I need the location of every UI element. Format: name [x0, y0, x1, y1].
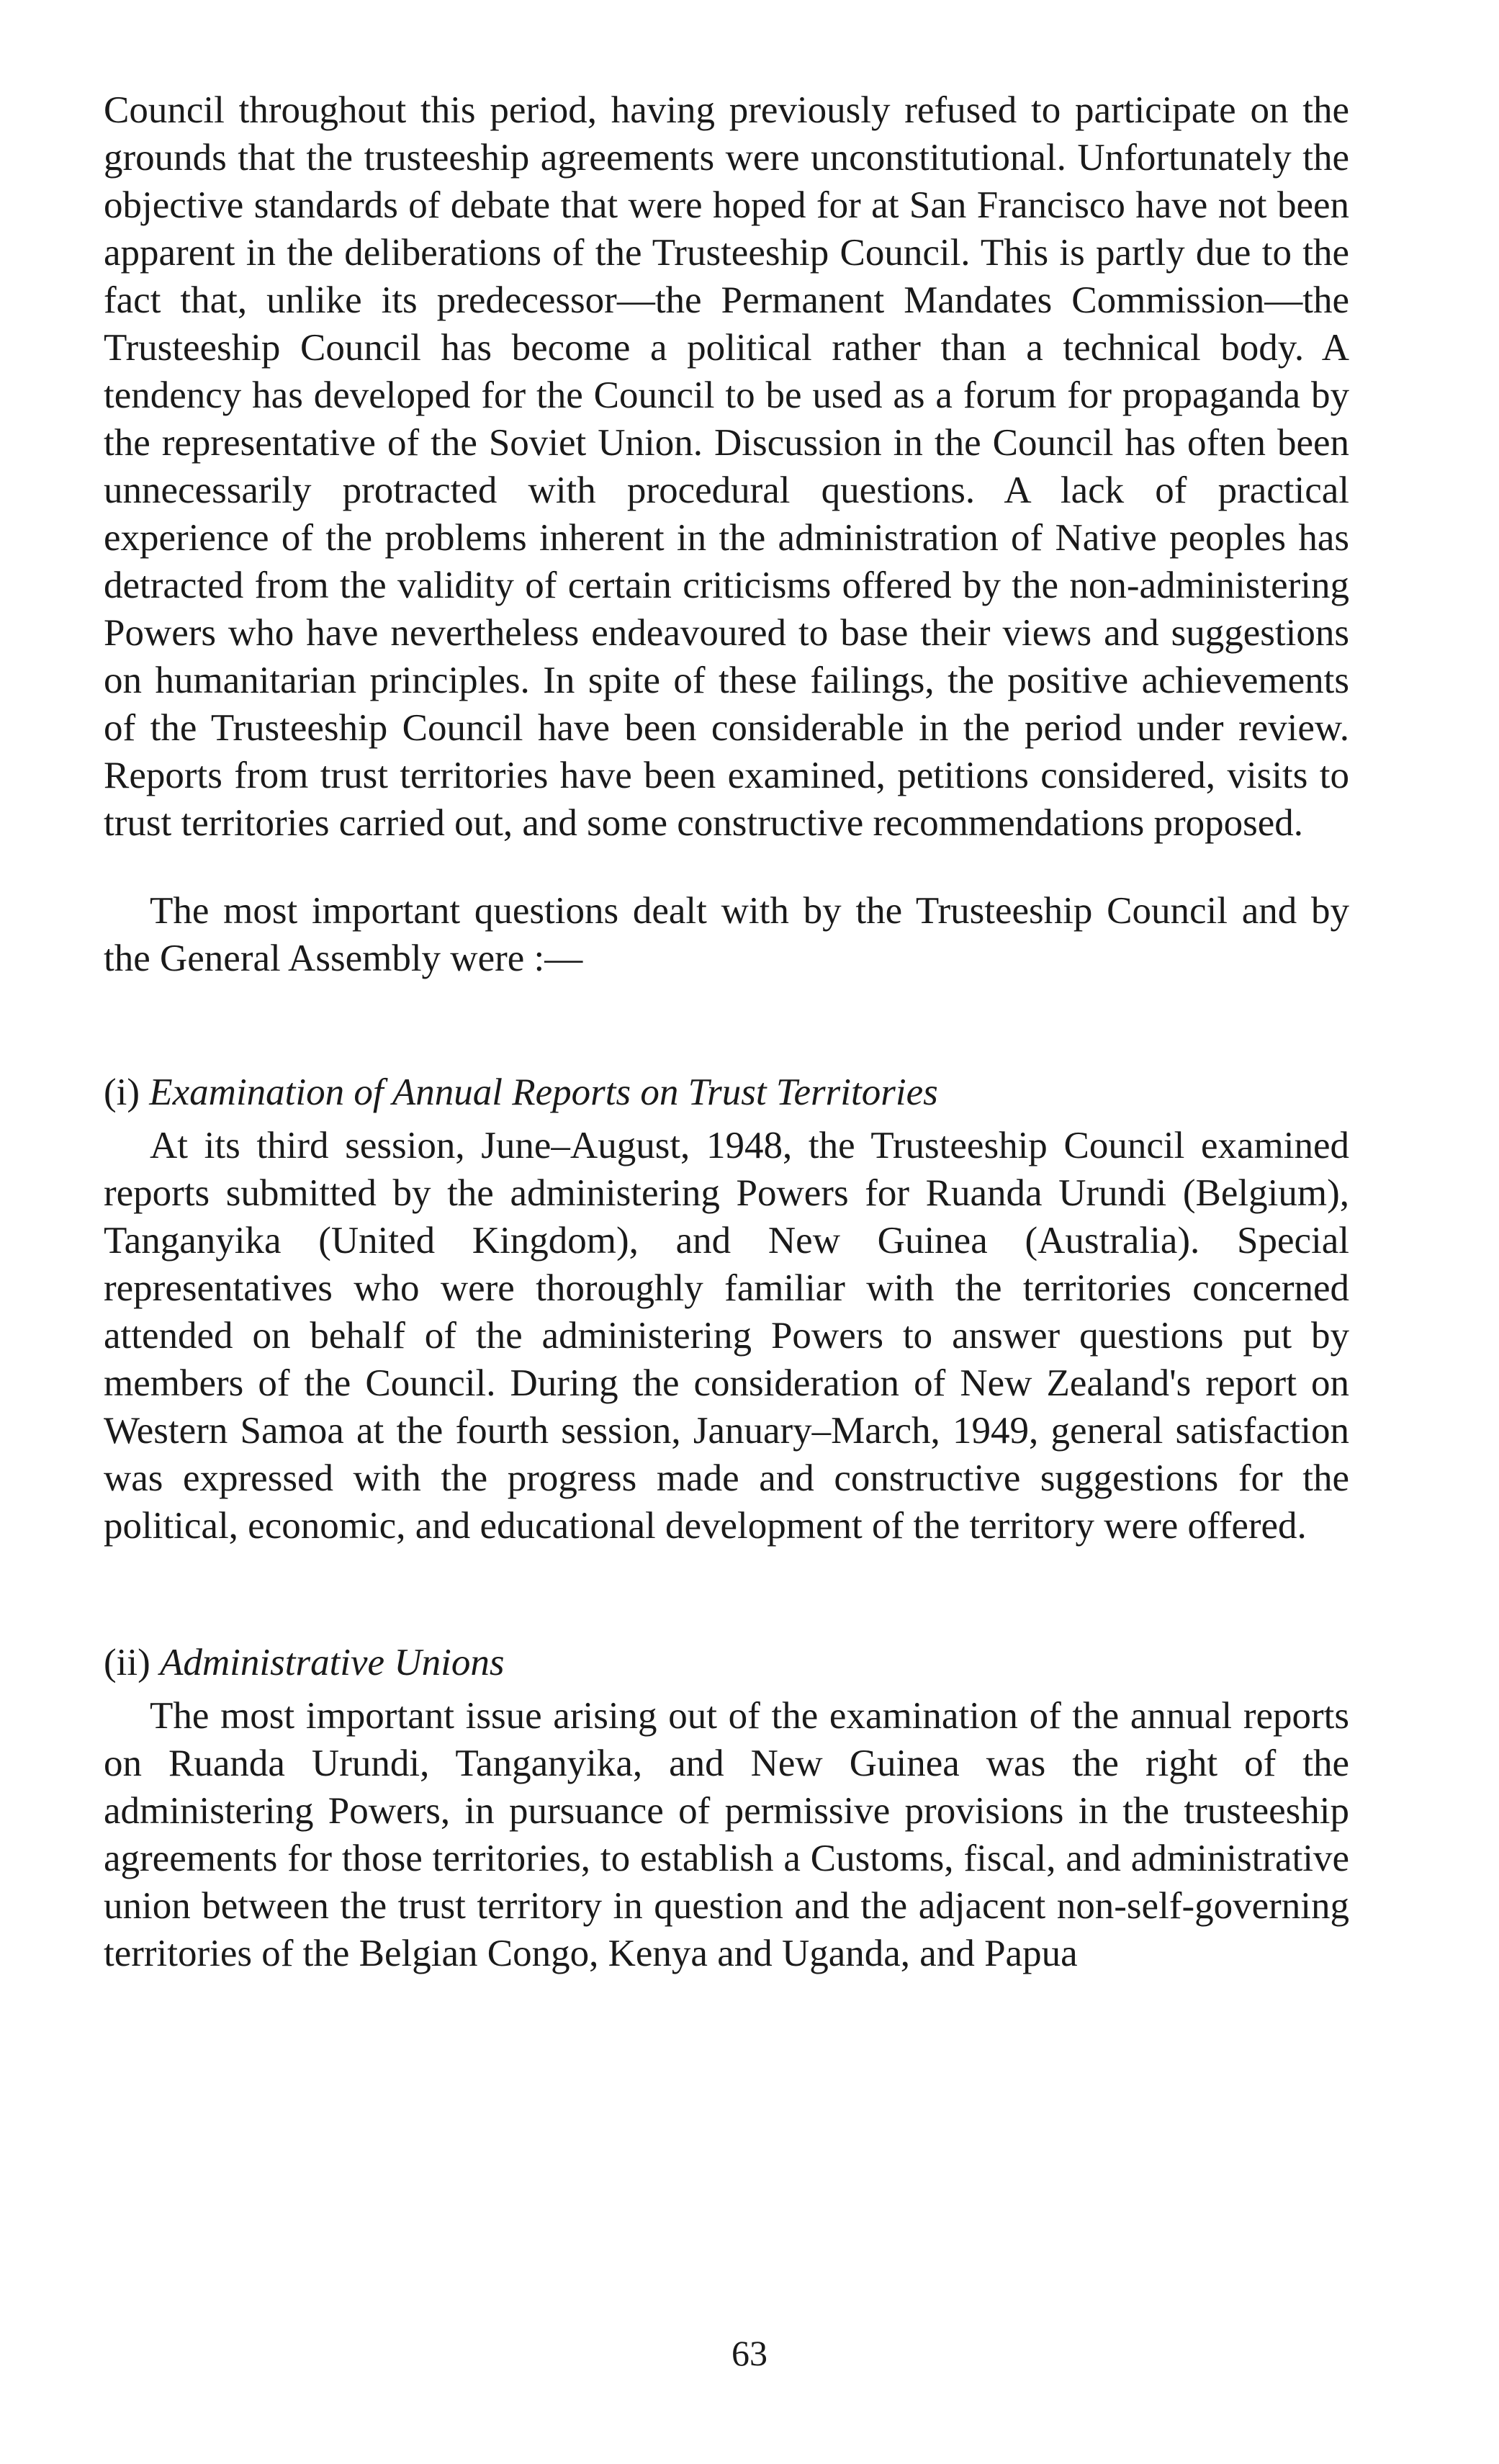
- intro-paragraph: Council throughout this period, having previously refused to participate on the grounds that the trusteeship agreements were unconstitutional. Unfortunately the objective standards of debate that were hoped for at San Francisco have not been apparent in the deliberations of the Trusteeship Council. This is partly due to the fact that, unlike its predecessor—the Permanent Mandates Commission—the Trusteeship Council has become a political rather than a technical body. A tendency has developed for the Council to be used as a forum for propaganda by the representative of the Soviet Union. Discussion in the Council has often been unnecessarily protracted with procedural questions. A lack of practical experience of the problems inherent in the administration of Native peoples has detracted from the validity of certain criticisms offered by the non-administering Powers who have nevertheless endeavoured to base their views and suggestions on humanitarian principles. In spite of these failings, the positive achievements of the Trusteeship Council have been considerable in the period under review. Reports from trust territories have been examined, petitions considered, visits to trust territories carried out, and some constructive recommendations proposed.: [104, 89, 1349, 844]
- page-number: 63: [732, 2333, 767, 2373]
- section-body-administrative-unions: The most important issue arising out of the examination of the annual reports on Ruanda Urundi, Tanganyika, and New Guinea was the right of the administering Powers, in pursuance of permissive provisions in the trusteeship agreements for those territories, to establish a Customs, fiscal, and administrative union between the trust territory in question and the adjacent non-self-governing territories of the Belgian Congo, Kenya and Uganda, and Papua: [104, 1695, 1349, 1974]
- section-title: Examination of Annual Reports on Trust Territories: [149, 1071, 938, 1113]
- section-body-annual-reports: At its third session, June–August, 1948, the Trusteeship Council examined reports submitted by the administering Powers for Ruanda Urundi (Belgium), Tanganyika (United Kingdom), and New Guinea (Australia). Special representatives who were thoroughly familiar with the territories concerned attended on behalf of the administering Powers to answer questions put by members of the Council. During the consideration of New Zealand's report on Western Samoa at the fourth session, January–March, 1949, general satisfaction was expressed with the progress made and constructive suggestions for the political, economic, and educational development of the territory were offered.: [104, 1125, 1349, 1547]
- section-heading-annual-reports: [104, 1069, 1349, 1116]
- questions-paragraph: The most important questions dealt with by the Trusteeship Council and by the General Assembly were :—: [104, 890, 1349, 979]
- section-heading-administrative-unions: [104, 1639, 1349, 1686]
- section-number: (i): [104, 1071, 140, 1113]
- section-number: (ii): [104, 1642, 150, 1683]
- section-title: Administrative Unions: [160, 1642, 505, 1683]
- page-body: [104, 86, 1349, 1977]
